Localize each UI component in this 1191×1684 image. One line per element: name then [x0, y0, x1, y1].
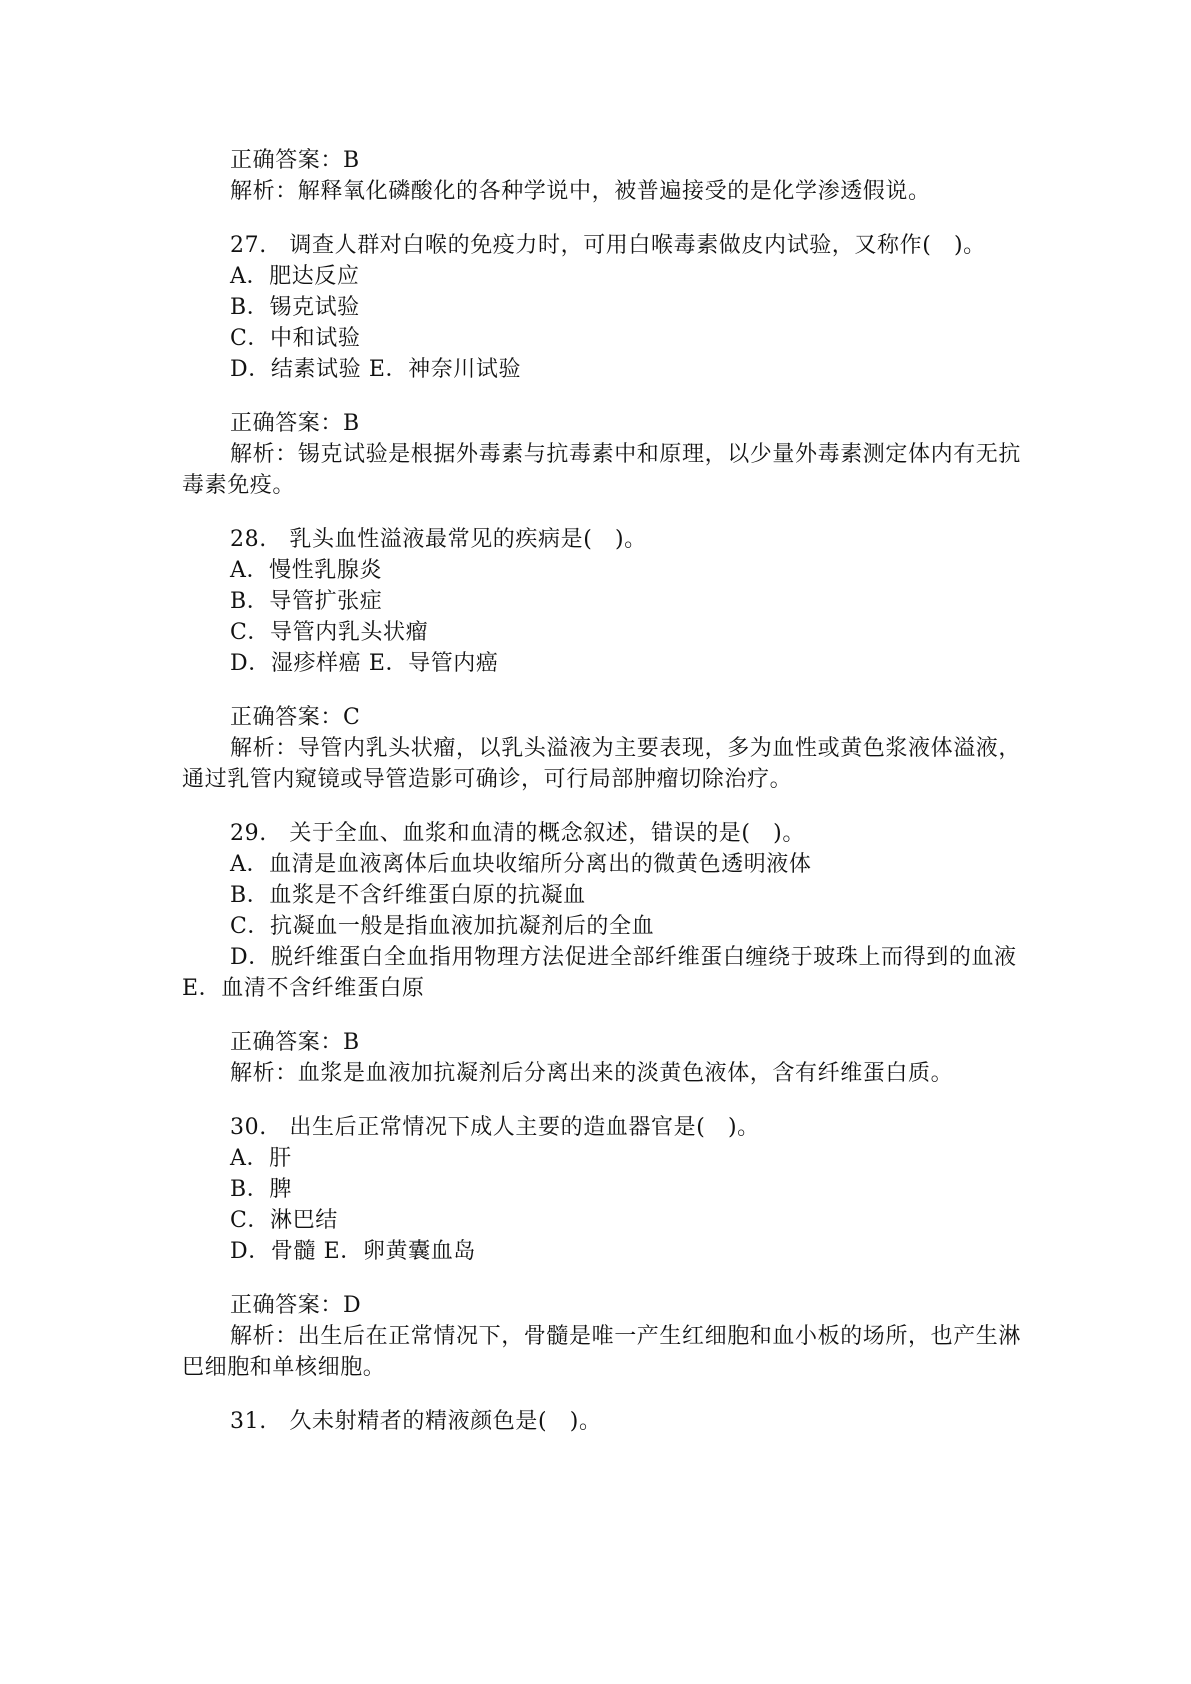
answer-line: 正确答案：C	[230, 705, 361, 730]
analysis-text: 解析：锡克试验是根据外毒素与抗毒素中和原理，以少量外毒素测定体内有无抗毒素免疫。	[182, 442, 1022, 498]
question-29: 29. 关于全血、血浆和血清的概念叙述，错误的是( )。	[230, 821, 805, 846]
analysis-text: 解析：导管内乳头状瘤，以乳头溢液为主要表现，多为血性或黄色浆液体溢液，通过乳管内窥镜或导管造影可确诊，可行局部肿瘤切除治疗。	[182, 736, 1022, 792]
option-c: C．导管内乳头状瘤	[230, 620, 429, 645]
answer-line: 正确答案：B	[230, 411, 360, 436]
option-c: C．抗凝血一般是指血液加抗凝剂后的全血	[230, 914, 655, 939]
option-b: B．脾	[230, 1177, 292, 1202]
answer-line: 正确答案：B	[230, 1030, 360, 1055]
answer-line: 正确答案：B	[230, 148, 360, 173]
option-b: B．锡克试验	[230, 295, 360, 320]
option-a: A．肥达反应	[230, 264, 360, 289]
option-d-e: D．骨髓 E．卵黄囊血岛	[230, 1239, 476, 1264]
question-28: 28. 乳头血性溢液最常见的疾病是( )。	[230, 527, 647, 552]
answer-line: 正确答案：D	[230, 1293, 362, 1318]
option-b: B．血浆是不含纤维蛋白原的抗凝血	[230, 883, 586, 908]
option-d-e: D．脱纤维蛋白全血指用物理方法促进全部纤维蛋白缠绕于玻珠上而得到的血液 E．血清不含纤维蛋白原	[182, 945, 1017, 1001]
option-a: A．肝	[230, 1146, 292, 1171]
option-a: A．血清是血液离体后血块收缩所分离出的微黄色透明液体	[230, 852, 812, 877]
question-27: 27. 调查人群对白喉的免疫力时，可用白喉毒素做皮内试验，又称作( )。	[230, 233, 986, 258]
question-30: 30. 出生后正常情况下成人主要的造血器官是( )。	[230, 1115, 760, 1140]
question-31: 31. 久未射精者的精液颜色是( )。	[230, 1409, 602, 1434]
option-c: C．中和试验	[230, 326, 361, 351]
option-d-e: D．湿疹样癌 E．导管内癌	[230, 651, 499, 676]
option-d-e: D．结素试验 E．神奈川试验	[230, 357, 522, 382]
option-c: C．淋巴结	[230, 1208, 338, 1233]
option-b: B．导管扩张症	[230, 589, 383, 614]
option-a: A．慢性乳腺炎	[230, 558, 383, 583]
analysis-text: 解析：出生后在正常情况下，骨髓是唯一产生红细胞和血小板的场所，也产生淋巴细胞和单核细胞。	[182, 1324, 1022, 1380]
analysis-text: 解析：解释氧化磷酸化的各种学说中，被普遍接受的是化学渗透假说。	[230, 179, 931, 204]
analysis-text: 解析：血浆是血液加抗凝剂后分离出来的淡黄色液体，含有纤维蛋白质。	[230, 1061, 954, 1086]
